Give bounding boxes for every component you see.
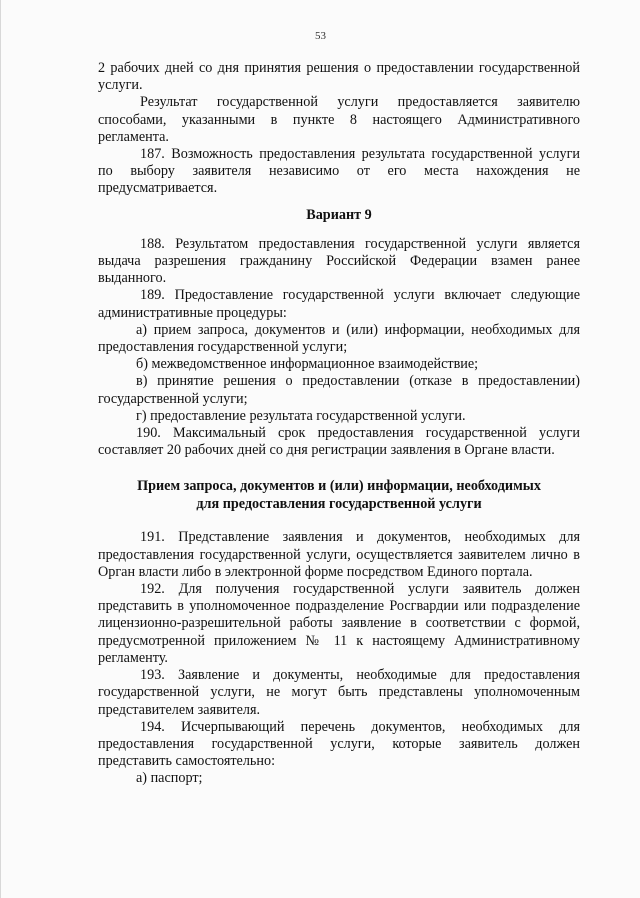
paragraph-189: 189. Предоставление государственной услуги включает следующие административные процедуры: <box>98 287 580 321</box>
paragraph: Результат государственной услуги предоставляется заявителю способами, указанными в пункте 8 настоящего Административного регламента. <box>98 94 580 145</box>
section-heading-line1: Прием запроса, документов и (или) информации, необходимых <box>137 478 541 495</box>
list-item-a: а) прием запроса, документов и (или) информации, необходимых для предоставления государственной услуги; <box>98 321 580 356</box>
paragraph-193: 193. Заявление и документы, необходимые для предоставления государственной услуги, не могут быть представлены уполномоченным представителем заявителя. <box>98 667 580 718</box>
list-item-v: в) принятие решения о предоставлении (отказе в предоставлении) государственной услуги; <box>98 373 580 407</box>
page-number: 53 <box>315 30 326 42</box>
section-heading-line2: для предоставления государственной услуги <box>196 496 482 513</box>
list-item-b: б) межведомственное информационное взаимодействие; <box>136 356 479 373</box>
paragraph-187: 187. Возможность предоставления результата государственной услуги по выбору заявителя независимо от его места нахождения не предусматривается. <box>98 146 580 197</box>
paragraph-192: 192. Для получения государственной услуги заявитель должен представить в уполномоченное подразделение Росгвардии или подразделение лицензионно-разрешительной работы заявление в соответствии с формой, предусмотренной приложением № 11 к настоящему Административному регламенту. <box>98 581 580 666</box>
list-item-g: г) предоставление результата государственной услуги. <box>136 407 466 424</box>
variant-heading: Вариант 9 <box>306 206 372 223</box>
section-heading <box>98 477 580 513</box>
paragraph-190: 190. Максимальный срок предоставления государственной услуги составляет 20 рабочих дней со дня регистрации заявления в Органе власти. <box>98 425 580 459</box>
list-item-passport: а) паспорт; <box>136 770 203 787</box>
document-body <box>98 60 580 788</box>
paragraph: 2 рабочих дней со дня принятия решения о предоставлении государственной услуги. <box>98 60 580 94</box>
paragraph-194: 194. Исчерпывающий перечень документов, необходимых для предоставления государственной услуги, которые заявитель должен представить самостоятельно: <box>98 718 580 770</box>
paragraph-188: 188. Результатом предоставления государственной услуги является выдача разрешения гражданину Российской Федерации взамен ранее выданного. <box>98 235 580 287</box>
paragraph-191: 191. Представление заявления и документов, необходимых для предоставления государственной услуги, осуществляется заявителем лично в Орган власти либо в электронной форме посредством Единого портала. <box>98 529 580 580</box>
